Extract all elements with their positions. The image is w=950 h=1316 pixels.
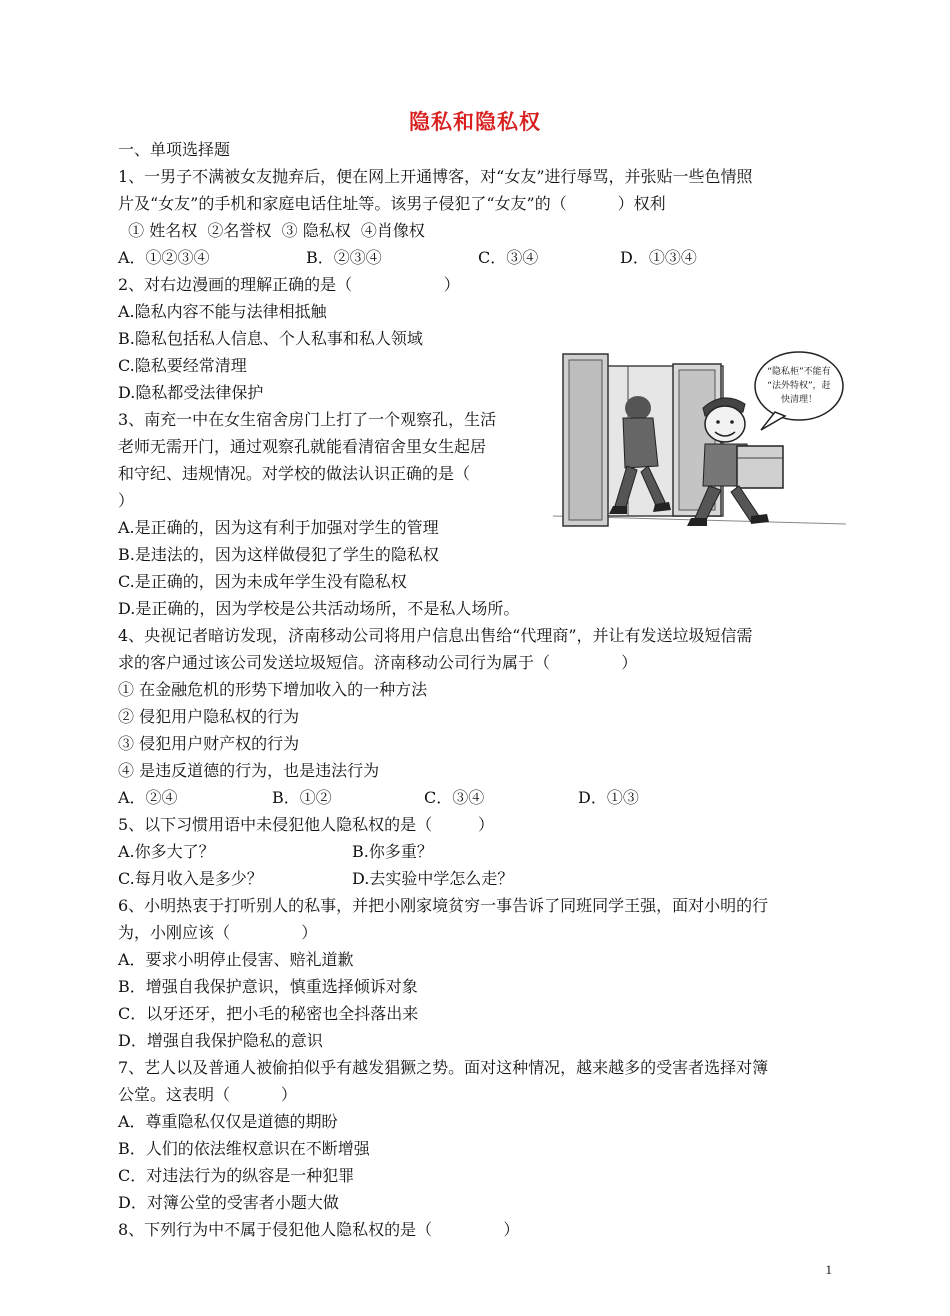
q6-stem-line2: 为，小刚应该（ ）: [118, 923, 318, 942]
q5-option-d: D.去实验中学怎么走？: [352, 869, 514, 888]
q7-option-c: C．对违法行为的纵容是一种犯罪: [118, 1166, 355, 1185]
q1-items: ① 姓名权 ②名誉权 ③ 隐私权 ④肖像权: [118, 221, 425, 240]
q2-option-a: A.隐私内容不能与法律相抵触: [118, 302, 327, 321]
q4-item-4: ④ 是违反道德的行为，也是违法行为: [118, 761, 380, 780]
q1-stem-line1: 1、一男子不满被女友抛弃后，便在网上开通博客，对“女友”进行辱骂，并张贴一些色情照: [118, 167, 753, 186]
q6-option-b: B．增强自我保护意识，慎重选择倾诉对象: [118, 977, 418, 996]
q4-item-1: ① 在金融危机的形势下增加收入的一种方法: [118, 680, 428, 699]
q7-option-d: D．对簿公堂的受害者小题大做: [118, 1193, 339, 1212]
bubble-line-1: “隐私柜”不能有: [767, 367, 831, 377]
section-heading: 一、单项选择题: [118, 140, 231, 159]
q3-stem-line4: ）: [118, 491, 135, 510]
q1-option-d: D．①③④: [620, 248, 697, 267]
q6-stem-line1: 6、小明热衷于打听别人的私事，并把小刚家境贫穷一事告诉了同班同学王强，面对小明的行: [118, 896, 769, 915]
q1-stem-line2: 片及“女友”的手机和家庭电话住址等。该男子侵犯了“女友”的（ ）权利: [118, 194, 666, 213]
q4-item-2: ② 侵犯用户隐私权的行为: [118, 707, 300, 726]
q5-option-a: A.你多大了？: [118, 842, 215, 861]
q3-option-b: B.是违法的，因为这样做侵犯了学生的隐私权: [118, 545, 439, 564]
page-number: 1: [825, 1262, 832, 1277]
q4-item-3: ③ 侵犯用户财产权的行为: [118, 734, 300, 753]
q1-option-b: B．②③④: [306, 248, 382, 267]
bubble-line-2: “法外特权”，赶: [767, 381, 831, 391]
q3-option-a: A.是正确的，因为这有利于加强对学生的管理: [118, 518, 439, 537]
q1-option-a: A．①②③④: [118, 248, 210, 267]
q4-stem-line2: 求的客户通过该公司发送垃圾短信。济南移动公司行为属于（ ）: [118, 653, 638, 672]
q5-option-c: C.每月收入是多少？: [118, 869, 263, 888]
q5-stem: 5、以下习惯用语中未侵犯他人隐私权的是（ ）: [118, 815, 494, 834]
q3-option-c: C.是正确的，因为未成年学生没有隐私权: [118, 572, 407, 591]
q6-option-a: A．要求小明停止侵害、赔礼道歉: [118, 950, 354, 969]
q2-stem: 2、对右边漫画的理解正确的是（ ）: [118, 275, 460, 294]
q7-option-a: A．尊重隐私仅仅是道德的期盼: [118, 1112, 338, 1131]
q4-option-d: D．①③: [578, 788, 639, 807]
q8-stem: 8、下列行为中不属于侵犯他人隐私权的是（ ）: [118, 1220, 520, 1239]
q3-stem-line3: 和守纪、违规情况。对学校的做法认识正确的是（: [118, 464, 471, 483]
q3-option-d: D.是正确的，因为学校是公共活动场所，不是私人场所。: [118, 599, 520, 618]
page-title: 隐私和隐私权: [409, 110, 541, 134]
q3-stem-line2: 老师无需开门，通过观察孔就能看清宿舍里女生起居: [118, 437, 487, 456]
q4-option-a: A．②④: [118, 788, 178, 807]
q3-stem-line1: 3、南充一中在女生宿舍房门上打了一个观察孔，生活: [118, 410, 497, 429]
bubble-line-3: 快清理！: [780, 395, 818, 405]
q4-option-b: B．①②: [272, 788, 332, 807]
q5-option-b: B.你多重？: [352, 842, 433, 861]
q7-option-b: B．人们的依法维权意识在不断增强: [118, 1139, 370, 1158]
q1-option-c: C．③④: [478, 248, 539, 267]
q6-option-d: D．增强自我保护隐私的意识: [118, 1031, 323, 1050]
q7-stem-line2: 公堂。这表明（ ）: [118, 1085, 297, 1104]
q2-option-b: B.隐私包括私人信息、个人私事和私人领域: [118, 329, 423, 348]
q7-stem-line1: 7、艺人以及普通人被偷拍似乎有越发猖獗之势。面对这种情况，越来越多的受害者选择对簿: [118, 1058, 769, 1077]
cartoon-illustration: [553, 346, 846, 538]
q6-option-c: C．以牙还牙，把小毛的秘密也全抖落出来: [118, 1004, 419, 1023]
q4-stem-line1: 4、央视记者暗访发现，济南移动公司将用户信息出售给“代理商”，并让有发送垃圾短信需: [118, 626, 753, 645]
q4-option-c: C．③④: [424, 788, 485, 807]
q2-option-c: C.隐私要经常清理: [118, 356, 247, 375]
q2-option-d: D.隐私都受法律保护: [118, 383, 264, 402]
